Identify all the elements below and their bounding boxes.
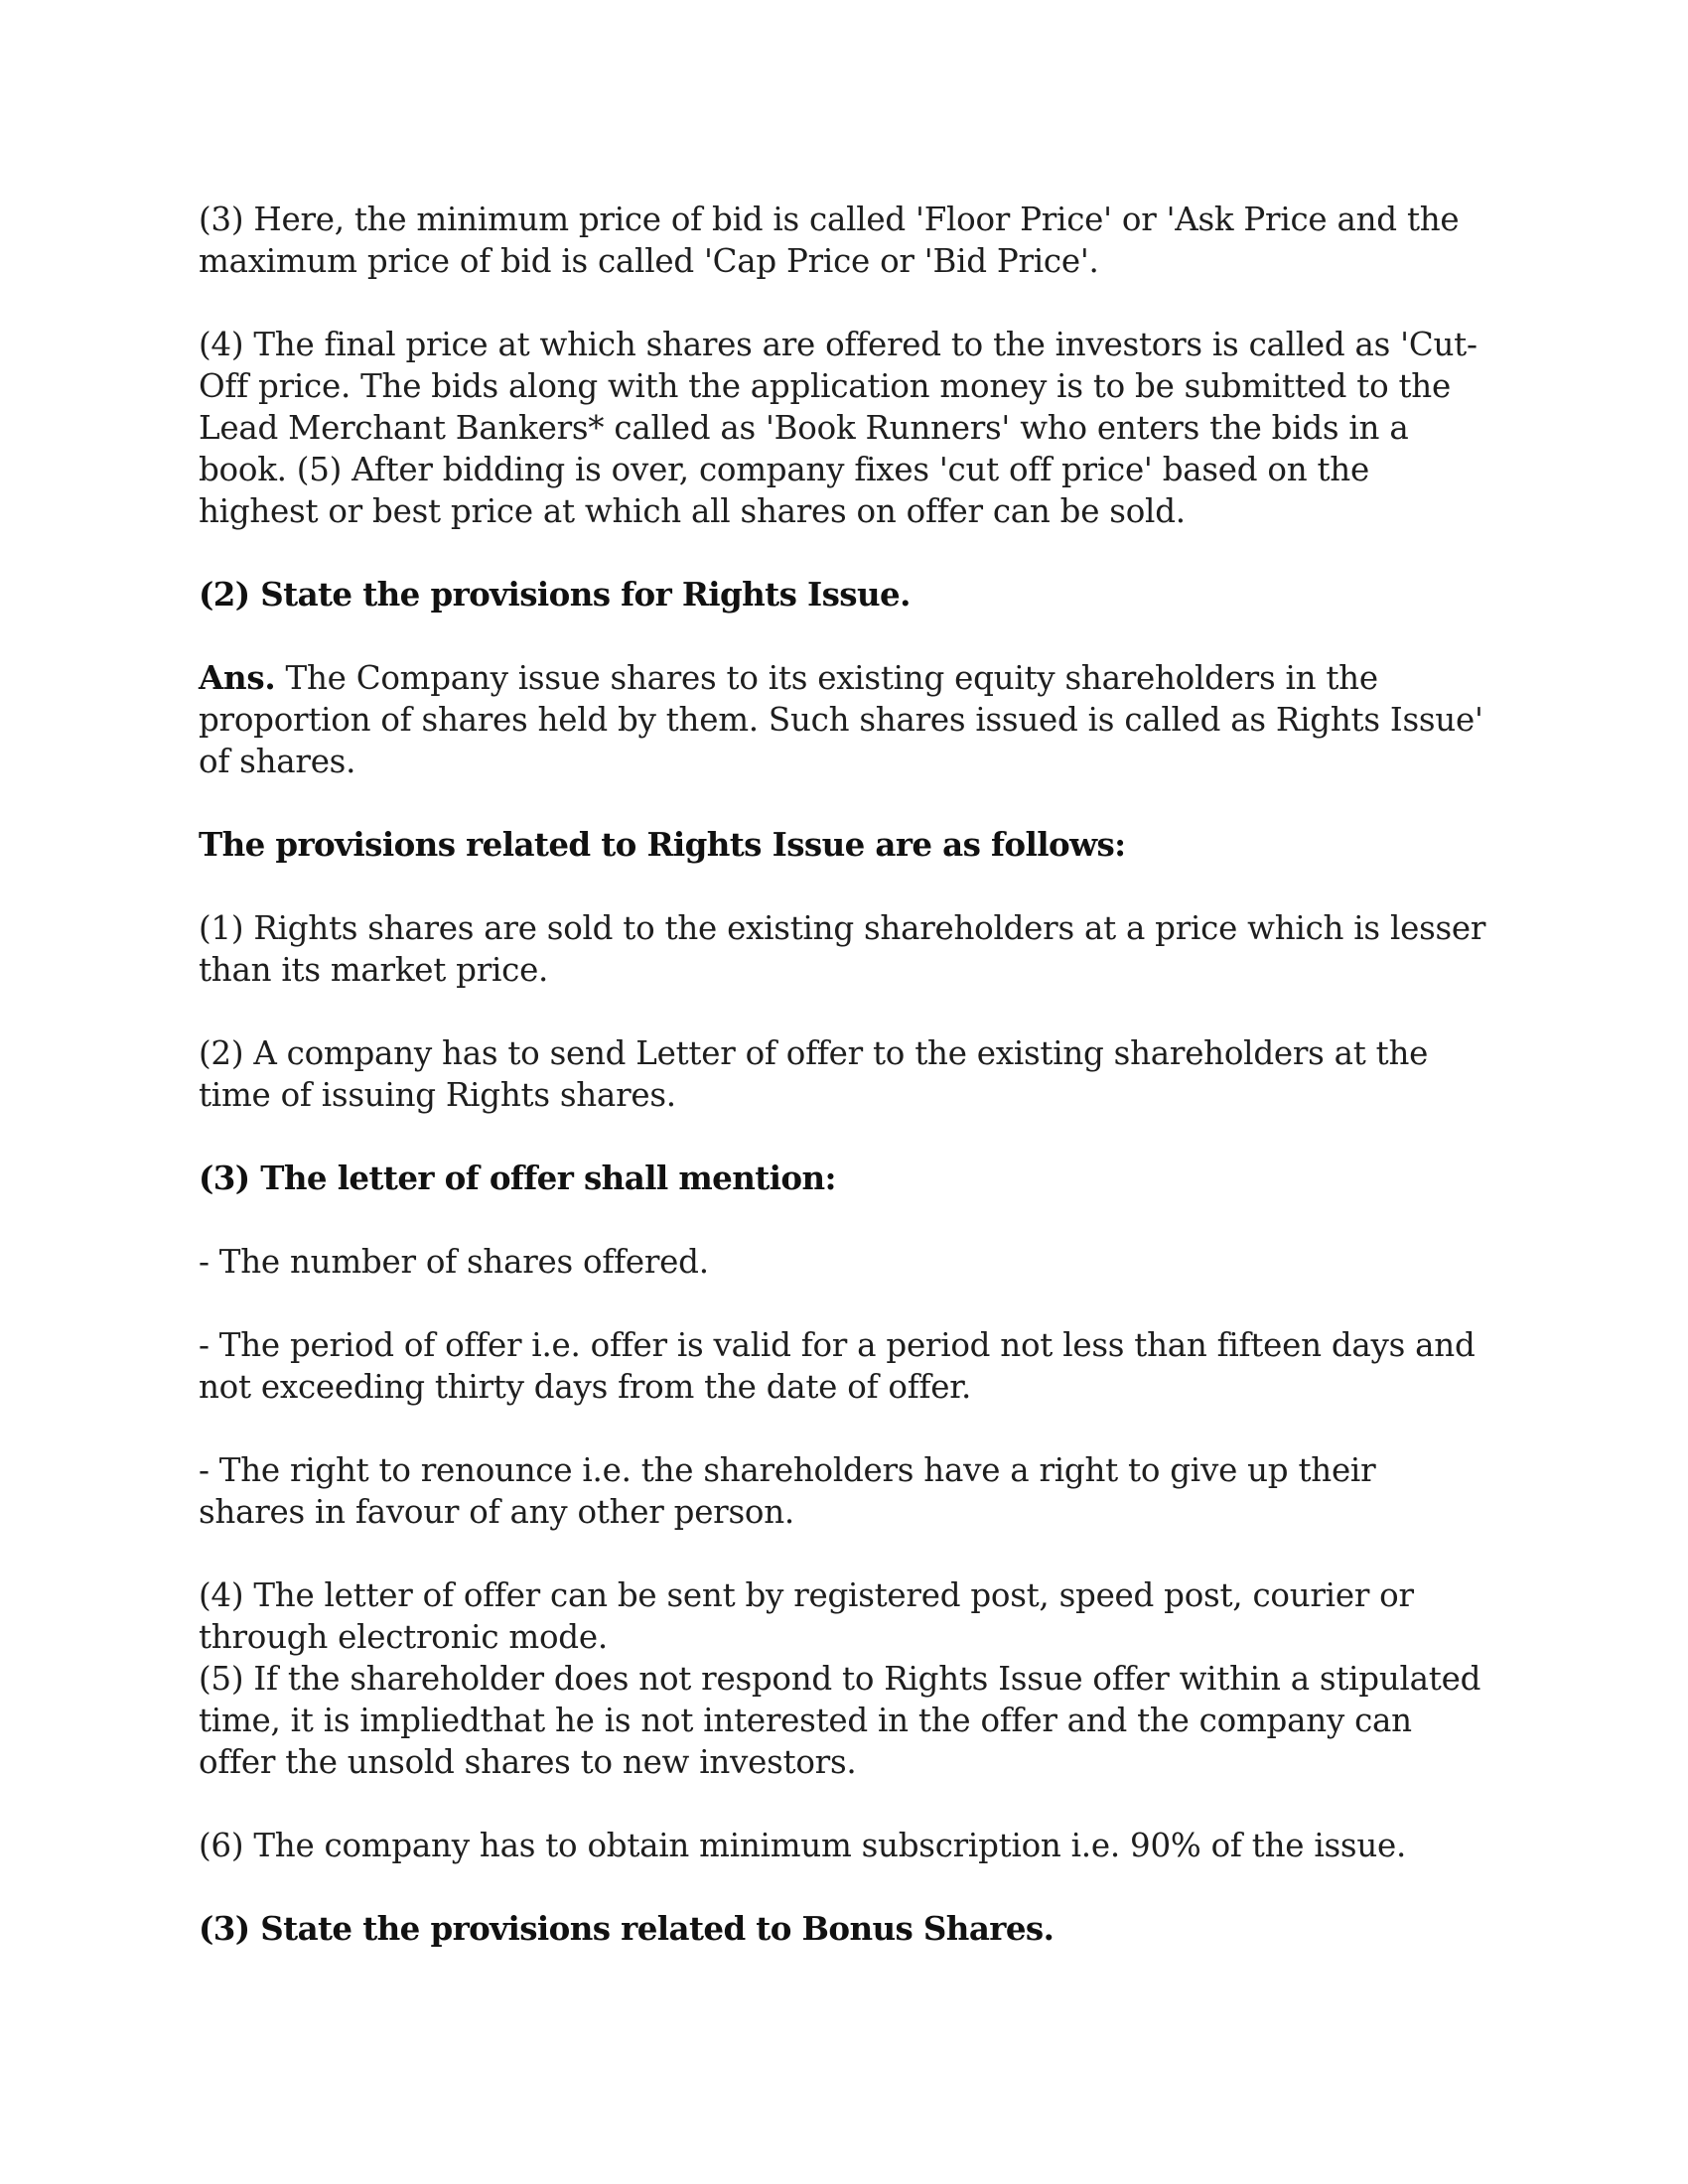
answer-text: The Company issue shares to its existing equity shareholders in the proportion of shares held by them. Such shares issued is called as Rights Issue' of shares. <box>199 659 1483 780</box>
question-rights-issue: (2) State the provisions for Rights Issue. <box>199 575 911 614</box>
question-bonus-shares: (3) State the provisions related to Bonus Shares. <box>199 1909 1055 1948</box>
provision-item-6: (6) The company has to obtain minimum subscription i.e. 90% of the issue. <box>199 1827 1407 1864</box>
bullet-right-to-renounce: - The right to renounce i.e. the shareholders have a right to give up their shares in favour of any other person. <box>199 1451 1376 1531</box>
provision-item-4: (4) The letter of offer can be sent by registered post, speed post, courier or through electronic mode. <box>199 1576 1414 1656</box>
provision-item-2: (2) A company has to send Letter of offer to the existing shareholders at the time of issuing Rights shares. <box>199 1034 1429 1114</box>
answer-paragraph <box>199 657 1489 782</box>
paragraph-floor-cap-price: (3) Here, the minimum price of bid is called 'Floor Price' or 'Ask Price and the maximum price of bid is called 'Cap Price or 'Bid Price'. <box>199 201 1460 280</box>
answer-label: Ans. <box>199 658 276 697</box>
provisions-heading: The provisions related to Rights Issue are as follows: <box>199 825 1126 864</box>
provision-item-5: (5) If the shareholder does not respond to Rights Issue offer within a stipulated time, it is impliedthat he is not interested in the offer and the company can offer the unsold shares to new investors. <box>199 1660 1481 1781</box>
provision-item-1: (1) Rights shares are sold to the existing shareholders at a price which is lesser than its market price. <box>199 909 1486 989</box>
bullet-number-of-shares: - The number of shares offered. <box>199 1243 709 1281</box>
bullet-period-of-offer: - The period of offer i.e. offer is valid for a period not less than fifteen days and not exceeding thirty days from the date of offer. <box>199 1326 1476 1406</box>
paragraph-cut-off-price: (4) The final price at which shares are offered to the investors is called as 'Cut-Off price. The bids along with the application money is to be submitted to the Lead Merchant Bankers* called as 'Book Runners' who enters the bids in a book. (5) After bidding is over, company fixes 'cut off price' based on the highest or best price at which all shares on offer can be sold. <box>199 326 1477 530</box>
letter-of-offer-heading: (3) The letter of offer shall mention: <box>199 1159 836 1197</box>
document-body <box>199 199 1489 1991</box>
